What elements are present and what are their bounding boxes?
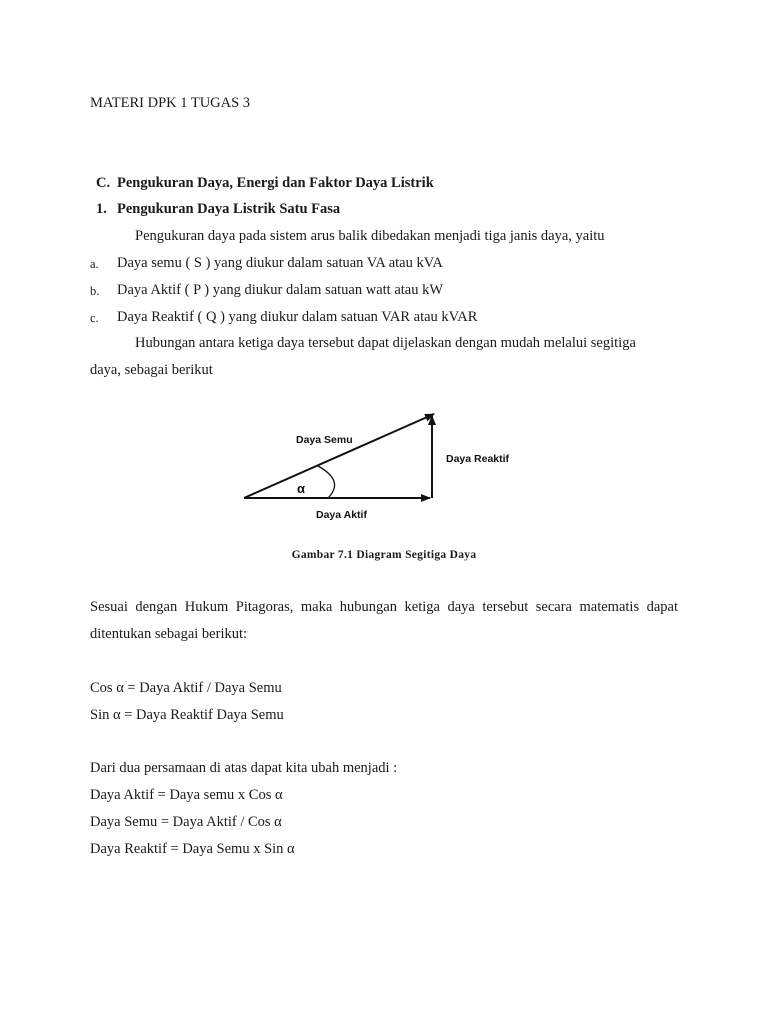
pythagoras-paragraph-line1: Sesuai dengan Hukum Pitagoras, maka hubungan ketiga daya tersebut secara matematis dapat	[90, 599, 678, 615]
label-daya-semu: Daya Semu	[296, 434, 353, 446]
pythagoras-paragraph-line2: ditentukan sebagai berikut:	[90, 626, 248, 642]
derive-intro: Dari dua persamaan di atas dapat kita ubah menjadi :	[90, 760, 398, 776]
formula-daya-semu: Daya Semu = Daya Aktif / Cos α	[90, 814, 282, 830]
formula-cos: Cos α = Daya Aktif / Daya Semu	[90, 680, 282, 696]
formula-daya-reaktif: Daya Reaktif = Daya Semu x Sin α	[90, 841, 295, 857]
daya-semu-vector	[244, 414, 434, 498]
label-daya-reaktif: Daya Reaktif	[446, 453, 510, 465]
angle-arc	[318, 466, 335, 498]
subsection-number: 1.	[96, 201, 107, 217]
list-item-letter: a.	[90, 257, 99, 271]
list-item-letter: b.	[90, 284, 100, 298]
section-letter: C.	[96, 175, 111, 191]
relation-paragraph-line2: daya, sebagai berikut	[90, 362, 213, 378]
power-triangle-diagram	[0, 405, 768, 525]
intro-paragraph: Pengukuran daya pada sistem arus balik dibedakan menjadi tiga janis daya, yaitu	[135, 228, 605, 244]
formula-sin: Sin α = Daya Reaktif Daya Semu	[90, 707, 284, 723]
figure-caption: Gambar 7.1 Diagram Segitiga Daya	[291, 549, 477, 561]
section-heading: Pengukuran Daya, Energi dan Faktor Daya Listrik	[117, 175, 434, 191]
formula-daya-aktif: Daya Aktif = Daya semu x Cos α	[90, 787, 283, 803]
list-item-letter: c.	[90, 311, 99, 325]
list-item-text: Daya Aktif ( P ) yang diukur dalam satuan watt atau kW	[117, 282, 444, 298]
label-daya-aktif: Daya Aktif	[316, 509, 367, 521]
document-title: MATERI DPK 1 TUGAS 3	[90, 95, 251, 111]
subsection-heading: Pengukuran Daya Listrik Satu Fasa	[117, 201, 341, 217]
relation-paragraph-line1: Hubungan antara ketiga daya tersebut dapat dijelaskan dengan mudah melalui segitiga	[135, 335, 636, 351]
list-item-text: Daya semu ( S ) yang diukur dalam satuan VA atau kVA	[117, 255, 443, 271]
label-angle-alpha: α	[297, 481, 305, 496]
list-item-text: Daya Reaktif ( Q ) yang diukur dalam satuan VAR atau kVAR	[117, 309, 478, 325]
